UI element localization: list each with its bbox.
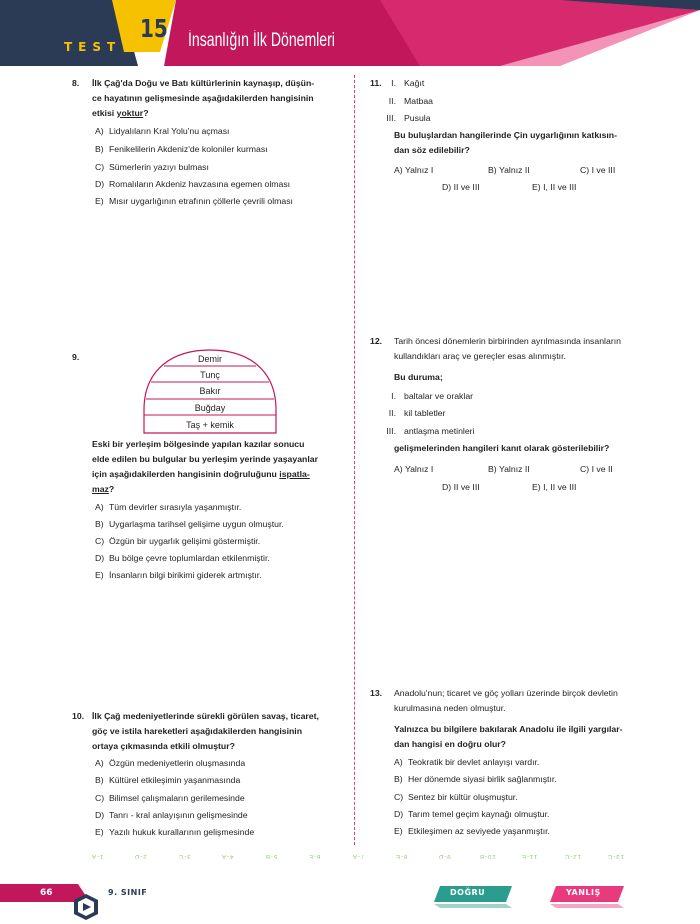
- intro-line: kullandıkları araç ve gereçler esas alınmıştır.: [394, 351, 566, 361]
- answer-key-item: 4-A: [221, 853, 234, 859]
- option-a[interactable]: A) Teokratik bir devlet anlayışı vardır.: [394, 757, 540, 767]
- answer-key-item: 6-E: [308, 853, 321, 859]
- question-8: [72, 76, 342, 216]
- answer-key-item: 12-C: [564, 853, 582, 859]
- stem-line: için aşağıdakilerden hangisinin doğruluğunu ispatla-: [92, 469, 310, 479]
- negative-keyword: yoktur: [116, 108, 144, 118]
- option-b[interactable]: B) Uygarlaşma tarihsel gelişime uygun olmuştur.: [95, 519, 284, 529]
- wrong-count-label: YANLIŞ: [566, 888, 601, 897]
- option-c[interactable]: C) I ve II: [580, 464, 613, 474]
- option-e[interactable]: E) I, II ve III: [532, 482, 577, 492]
- question-number: 12.: [370, 336, 383, 346]
- option-d[interactable]: D) Tanrı - kral anlayışının gelişmesinde: [95, 810, 248, 820]
- question-stem: [92, 437, 342, 497]
- question-number: 10.: [72, 711, 85, 721]
- stem-line: Eski bir yerleşim bölgesinde yapılan kazılar sonucu: [92, 439, 305, 449]
- excavation-layers-diagram: [142, 348, 278, 434]
- roman-item-2: II. kil tabletler: [388, 408, 446, 418]
- footer-graphics: [0, 878, 700, 924]
- intro-line: Tarih öncesi dönemlerin birbirinden ayrılmasında insanların: [394, 336, 621, 346]
- roman-item-2: II. Matbaa: [388, 96, 433, 106]
- intro-line: Anadolu'nun; ticaret ve göç yolları üzerinde birçok devletin: [394, 688, 618, 698]
- grade-label: 9. SINIF: [108, 888, 148, 897]
- option-b[interactable]: B) Yalnız II: [488, 464, 530, 474]
- negative-keyword: maz: [92, 484, 109, 494]
- option-c[interactable]: C) Sümerlerin yazıyı bulması: [95, 162, 209, 172]
- stem-line: ortaya çıkmasında etkili olmuştur?: [92, 741, 235, 751]
- option-e[interactable]: E) I, II ve III: [532, 182, 577, 192]
- roman-item-1: I. baltalar ve oraklar: [391, 391, 474, 401]
- stem-line: göç ve istila hareketleri aşağıdakilerden hangisinin: [92, 726, 303, 736]
- question-12: [370, 334, 660, 494]
- answer-key-item: 13-C: [607, 853, 625, 859]
- intro-line: kurulmasına neden olmuştur.: [394, 703, 506, 713]
- page-title: İnsanlığın İlk Dönemleri: [188, 30, 335, 51]
- answer-key-item: 2-D: [134, 853, 147, 859]
- question-10: [72, 709, 342, 841]
- answer-key-item: 1-A: [91, 853, 104, 859]
- layer-label: Buğday: [194, 403, 226, 413]
- option-d[interactable]: D) II ve III: [442, 182, 480, 192]
- answer-key-item: 11-E: [521, 853, 538, 859]
- stem-line: ce hayatının gelişmesinde aşağıdakilerden hangisinin: [92, 93, 314, 103]
- stem-line: elde edilen bu bulgular bu yerleşim yerinde yaşayanlar: [92, 454, 318, 464]
- stem-line: etkisi yoktur?: [92, 108, 149, 118]
- stem-line: Bu buluşlardan hangilerinde Çin uygarlığının katkısın-: [394, 130, 618, 140]
- option-b[interactable]: B) Kültürel etkileşimin yaşanmasında: [95, 775, 241, 785]
- question-stem: [92, 709, 342, 754]
- option-e[interactable]: E) Yazılı hukuk kurallarının gelişmesinde: [95, 827, 255, 837]
- answer-key-item: 10-B: [479, 853, 496, 859]
- question-stem: [92, 76, 342, 121]
- option-d[interactable]: D) Romalıların Akdeniz havzasına egemen olması: [95, 179, 291, 189]
- answer-key-strip: [0, 853, 700, 867]
- option-d[interactable]: D) Tarım temel geçim kaynağı olmuştur.: [394, 809, 550, 819]
- page-number: 66: [40, 888, 53, 898]
- option-a[interactable]: A) Yalnız I: [394, 464, 434, 474]
- question-number: 8.: [72, 78, 80, 88]
- header-banner: [0, 0, 700, 66]
- layer-label: Bakır: [199, 386, 221, 396]
- answer-key-item: 5-B: [265, 853, 278, 859]
- option-c[interactable]: C) Sentez bir kültür oluşmuştur.: [394, 792, 518, 802]
- question-9: [72, 437, 342, 587]
- question-stem: [394, 128, 644, 158]
- column-divider: [354, 75, 355, 845]
- stem-line: dan hangisi en doğru olur?: [394, 739, 506, 749]
- layer-label: Taş + kemik: [186, 420, 234, 430]
- test-label: TEST: [64, 40, 122, 54]
- option-c[interactable]: C) I ve III: [580, 165, 616, 175]
- question-stem: gelişmelerinden hangileri kanıt olarak gösterilebilir?: [394, 443, 610, 453]
- stem-line: İlk Çağ'da Doğu ve Batı kültürlerinin kaynaşıp, düşün-: [92, 78, 315, 88]
- option-a[interactable]: A) Lidyalıların Kral Yolu'nu açması: [95, 126, 230, 136]
- answer-key-item: 3-C: [178, 853, 191, 859]
- page-footer: [0, 878, 700, 924]
- option-d[interactable]: D) II ve III: [442, 482, 480, 492]
- negative-keyword: ispatla-: [279, 469, 310, 479]
- option-a[interactable]: A) Tüm devirler sırasıyla yaşanmıştır.: [95, 502, 242, 512]
- roman-item-3: III. Pusula: [386, 113, 431, 123]
- question-13: [370, 686, 660, 842]
- question-number: 11.: [370, 78, 382, 88]
- answer-key-item: 7-A: [352, 853, 365, 859]
- option-e[interactable]: E) Etkileşimen az seviyede yaşanmıştır.: [394, 826, 550, 836]
- layer-label: Tunç: [200, 370, 220, 380]
- question-number: 13.: [370, 688, 383, 698]
- layer-label: Demir: [198, 354, 222, 364]
- option-b[interactable]: B) Yalnız II: [488, 165, 530, 175]
- option-b[interactable]: B) Fenikelilerin Akdeniz'de koloniler kurması: [95, 144, 268, 154]
- roman-item-3: III. antlaşma metinleri: [386, 426, 475, 436]
- option-b[interactable]: B) Her dönemde siyasi birlik sağlanmıştır.: [394, 774, 557, 784]
- correct-count-label: DOĞRU: [450, 888, 486, 897]
- test-number: 15: [140, 14, 168, 43]
- stem-line: Yalnızca bu bilgilere bakılarak Anadolu ile ilgili yargılar-: [394, 724, 623, 734]
- option-a[interactable]: A) Yalnız I: [394, 165, 434, 175]
- roman-item-1: I. Kağıt: [391, 78, 425, 88]
- option-e[interactable]: E) İnsanların bilgi birikimi giderek artmıştır.: [95, 570, 262, 580]
- option-a[interactable]: A) Özgün medeniyetlerin oluşmasında: [95, 758, 246, 768]
- question-stem: [394, 722, 654, 752]
- question-intro: [394, 686, 654, 716]
- stem-line: İlk Çağ medeniyetlerinde sürekli görülen savaş, ticaret,: [92, 711, 319, 721]
- page-header: [0, 0, 700, 66]
- answer-key-item: 9-D: [438, 853, 451, 859]
- option-c[interactable]: C) Bilimsel çalışmaların gerilemesinde: [95, 793, 245, 803]
- stem-line: dan söz edilebilir?: [394, 145, 470, 155]
- answer-key-item: 8-E: [395, 853, 408, 859]
- option-e[interactable]: E) Mısır uygarlığının etrafının çöllerle çevrili olması: [95, 196, 293, 206]
- option-c[interactable]: C) Özgün bir uygarlık gelişimi göstermiştir.: [95, 536, 261, 546]
- option-d[interactable]: D) Bu bölge çevre toplumlardan etkilenmiştir.: [95, 553, 270, 563]
- question-11: [370, 76, 660, 200]
- question-intro: [394, 334, 654, 364]
- question-sub: Bu duruma;: [394, 372, 443, 382]
- stem-line: maz?: [92, 484, 115, 494]
- question-number: 9.: [72, 352, 80, 362]
